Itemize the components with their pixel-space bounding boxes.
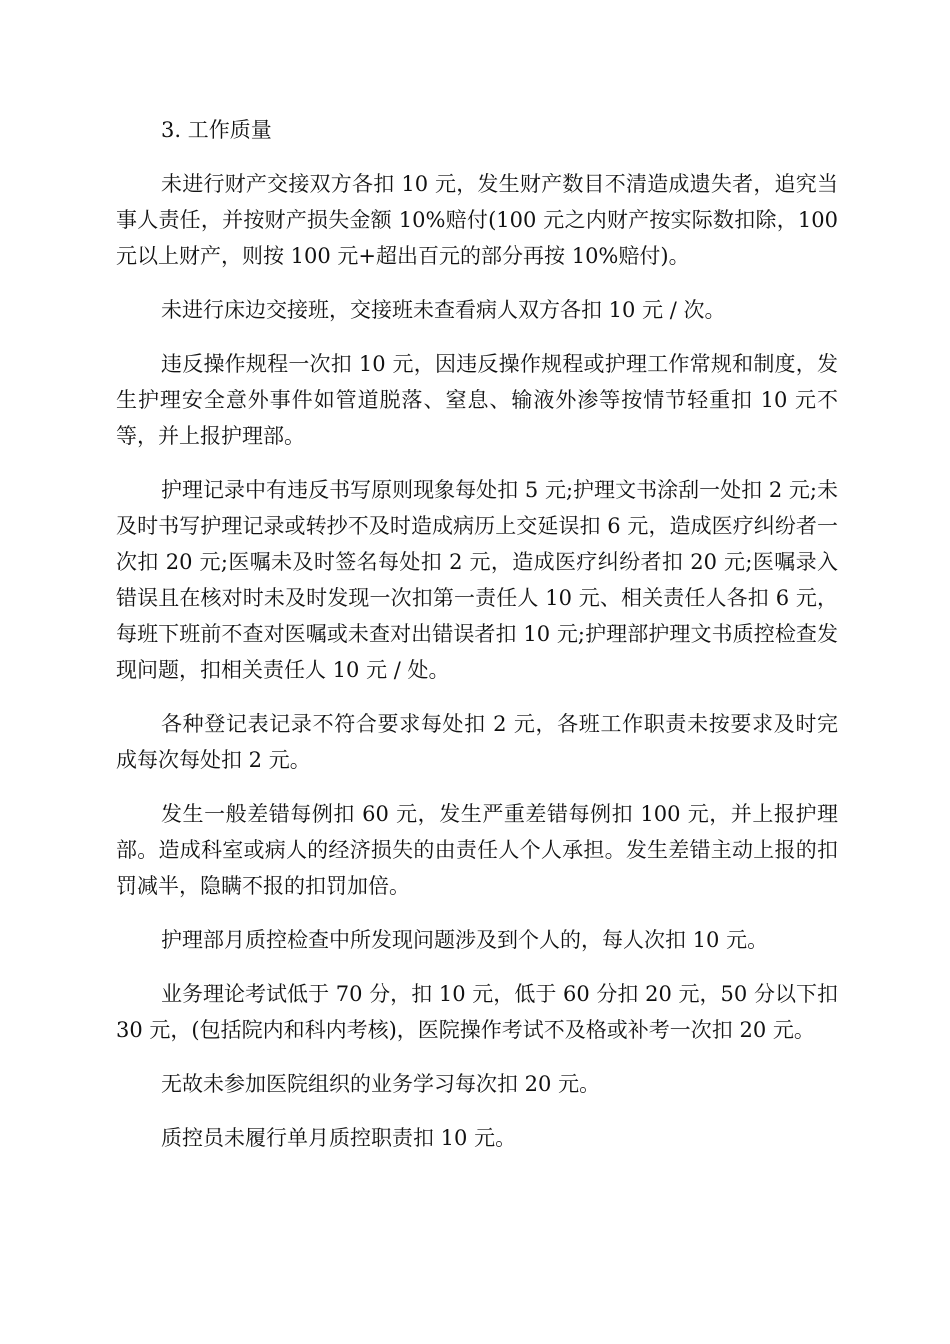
paragraph-property-handover: 未进行财产交接双方各扣 10 元，发生财产数目不清造成遗失者，追究当事人责任，并按财产损失金额 10%赔付(100 元之内财产按实际数扣除，100 元以上财产，则按 100 元+超出百元的部分再按 10%赔付)。: [116, 172, 838, 268]
paragraph-quality-check: 护理部月质控检查中所发现问题涉及到个人的，每人次扣 10 元。: [161, 928, 769, 952]
paragraph-exams: 业务理论考试低于 70 分，扣 10 元，低于 60 分扣 20 元，50 分以下扣 30 元，(包括院内和科内考核)，医院操作考试不及格或补考一次扣 20 元。: [116, 982, 838, 1042]
paragraph-errors: 发生一般差错每例扣 60 元，发生严重差错每例扣 100 元，并上报护理部。造成科室或病人的经济损失的由责任人个人承担。发生差错主动上报的扣罚减半，隐瞒不报的扣罚加倍。: [116, 802, 838, 898]
paragraph-qc-duty: 质控员未履行单月质控职责扣 10 元。: [161, 1126, 517, 1150]
paragraph-nursing-records: 护理记录中有违反书写原则现象每处扣 5 元;护理文书涂刮一处扣 2 元;未及时书写护理记录或转抄不及时造成病历上交延误扣 6 元，造成医疗纠纷者一次扣 20 元;医嘱未及时签名每处扣 2 元，造成医疗纠纷者扣 20 元;医嘱录入错误且在核对时未及时发现一次扣第一责任人 10 元、相关责任人各扣 6 元，每班下班前不查对医嘱或未查对出错误者扣 10 元;护理部护理文书质控检查发现问题，扣相关责任人 10 元 / 处。: [116, 478, 838, 682]
paragraph-bedside-handover: 未进行床边交接班，交接班未查看病人双方各扣 10 元 / 次。: [161, 298, 726, 322]
section-heading: 3. 工作质量: [161, 118, 272, 142]
paragraph-study-attendance: 无故未参加医院组织的业务学习每次扣 20 元。: [161, 1072, 601, 1096]
document-body: [116, 112, 838, 1174]
paragraph-registration-forms: 各种登记表记录不符合要求每处扣 2 元，各班工作职责未按要求及时完成每次每处扣 2 元。: [116, 712, 838, 772]
paragraph-operation-rules: 违反操作规程一次扣 10 元，因违反操作规程或护理工作常规和制度，发生护理安全意外事件如管道脱落、窒息、输液外渗等按情节轻重扣 10 元不等，并上报护理部。: [116, 352, 838, 448]
